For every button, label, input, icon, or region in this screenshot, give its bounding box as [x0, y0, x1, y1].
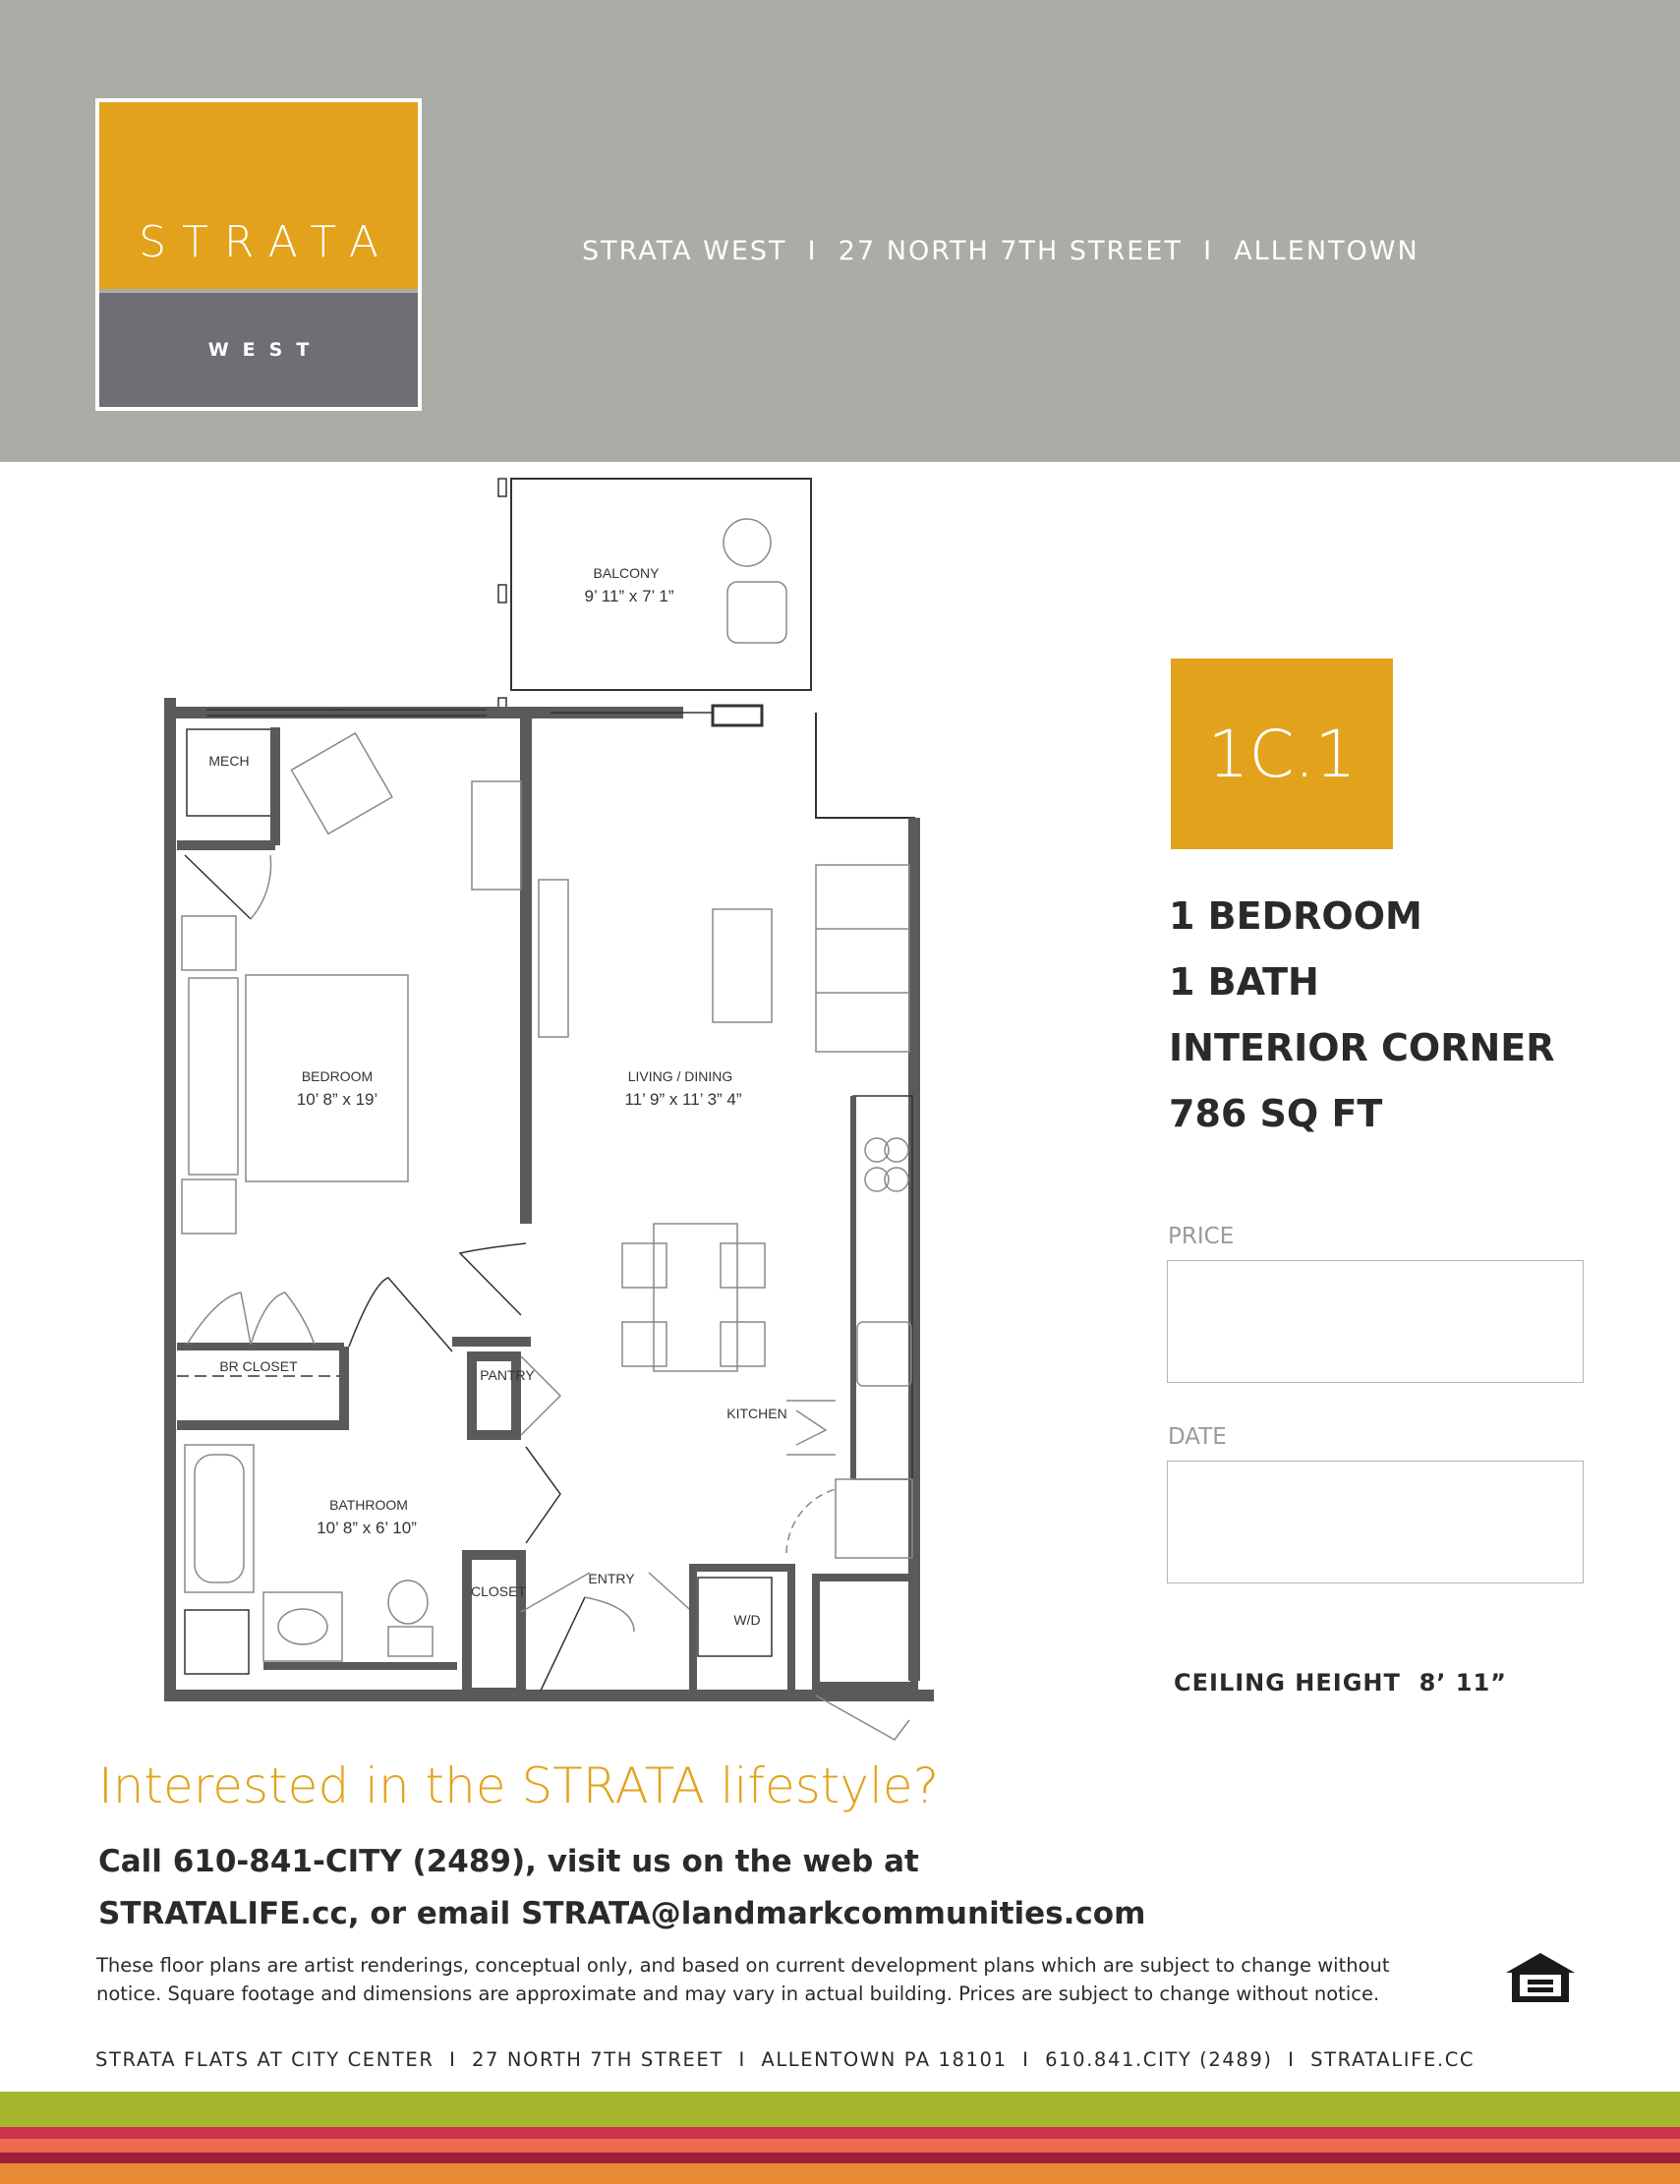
- logo-bottom-panel: [99, 293, 418, 407]
- stripe-orange: [0, 2163, 1680, 2184]
- room-bathroom-name: BATHROOM: [329, 1497, 408, 1513]
- strata-west-logo: [95, 98, 422, 411]
- contact-line-1: Call 610-841-CITY (2489), visit us on the web at: [98, 1844, 919, 1879]
- room-closet-name: CLOSET: [470, 1583, 527, 1599]
- logo-word-strata: STRATA: [139, 217, 394, 267]
- floor-plan: [147, 462, 934, 1759]
- room-living-name: LIVING / DINING: [627, 1068, 733, 1084]
- unit-code-badge: [1171, 659, 1393, 849]
- room-bedroom-name: BEDROOM: [301, 1068, 374, 1084]
- disclaimer: These floor plans are artist renderings, conceptual only, and based on current development plans which are subject to change without notice. Square footage and dimensions are approximate and may vary in actual building. Prices are subject to change without notice.: [96, 1954, 1390, 2005]
- stripe-green: [0, 2092, 1680, 2127]
- room-br-closet-name: BR CLOSET: [219, 1358, 298, 1374]
- room-bathroom-dims: 10’ 8” x 6’ 10”: [317, 1519, 417, 1537]
- logo-word-west: WEST: [207, 339, 323, 361]
- stripe-red: [0, 2127, 1680, 2139]
- room-wd-name: W/D: [733, 1612, 761, 1628]
- room-balcony-dims: 9’ 11” x 7’ 1”: [584, 587, 674, 605]
- spec-baths: 1 BATH: [1169, 960, 1319, 1004]
- stripe-coral: [0, 2139, 1680, 2153]
- room-bedroom-dims: 10’ 8” x 19’: [296, 1090, 378, 1109]
- room-living-dims: 11’ 9” x 11’ 3” 4”: [624, 1090, 742, 1109]
- room-kitchen-name: KITCHEN: [726, 1406, 787, 1421]
- unit-code: 1C.1: [1207, 716, 1357, 792]
- room-pantry-name: PANTRY: [480, 1367, 535, 1383]
- equal-housing-opportunity-icon: [1504, 1951, 1577, 2004]
- logo-top-panel: [99, 102, 418, 289]
- tagline: Interested in the STRATA lifestyle?: [98, 1757, 940, 1814]
- header-address: STRATA WEST I 27 NORTH 7TH STREET I ALLENTOWN: [582, 236, 1419, 266]
- date-label: DATE: [1168, 1424, 1227, 1450]
- spec-bedrooms: 1 BEDROOM: [1169, 894, 1422, 938]
- header-band: [0, 0, 1680, 462]
- room-balcony-name: BALCONY: [593, 565, 660, 581]
- spec-sqft: 786 SQ FT: [1169, 1092, 1383, 1135]
- price-label: PRICE: [1168, 1224, 1235, 1249]
- price-field[interactable]: [1167, 1260, 1584, 1383]
- stripe-crimson: [0, 2153, 1680, 2163]
- contact-line-2: STRATALIFE.cc, or email STRATA@landmarkcommunities.com: [98, 1896, 1146, 1931]
- room-entry-name: ENTRY: [588, 1571, 635, 1586]
- plan-lines: [170, 479, 934, 1740]
- spec-type: INTERIOR CORNER: [1169, 1026, 1555, 1069]
- room-labels: [208, 565, 786, 1628]
- date-field[interactable]: [1167, 1461, 1584, 1583]
- footer-address: STRATA FLATS AT CITY CENTER I 27 NORTH 7TH STREET I ALLENTOWN PA 18101 I 610.841.CITY (2489) I STRATALIFE.CC: [95, 2048, 1476, 2071]
- ceiling-height: CEILING HEIGHT 8’ 11”: [1174, 1669, 1507, 1696]
- room-mech-name: MECH: [208, 753, 250, 769]
